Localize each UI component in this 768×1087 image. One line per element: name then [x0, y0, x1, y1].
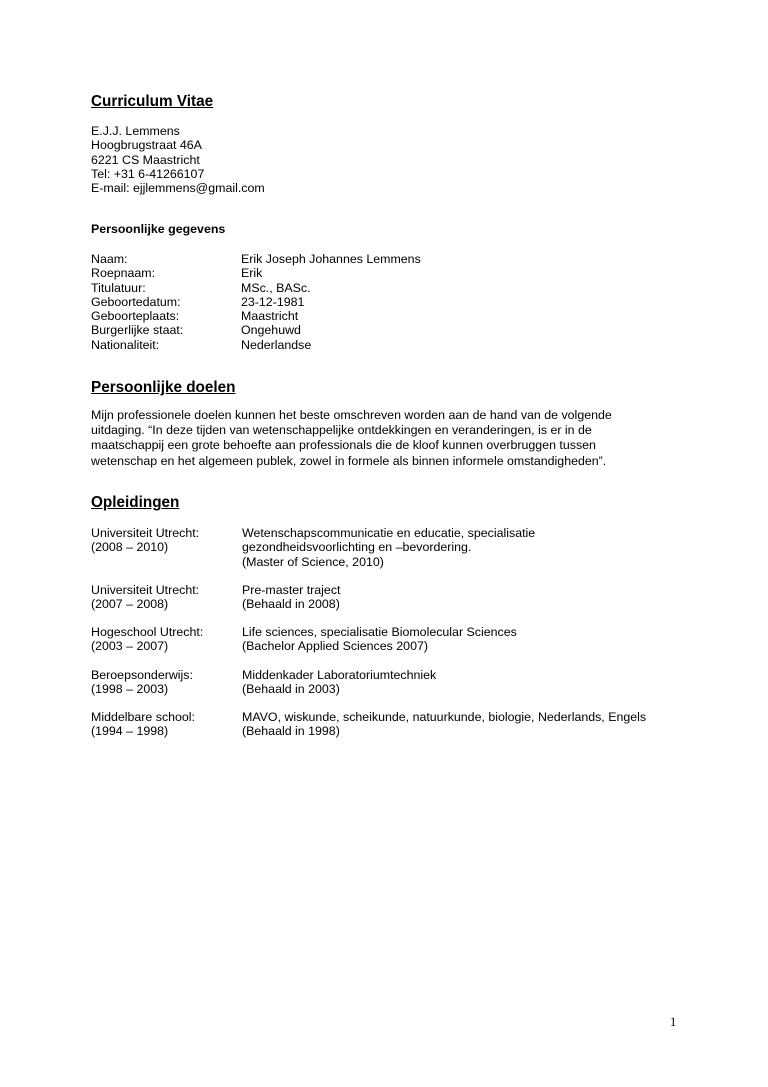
detail-row [91, 323, 421, 337]
detail-label: Geboortedatum: [91, 294, 181, 309]
education-period: (2007 – 2008) [91, 597, 169, 612]
education-detail: Wetenschapscommunicatie en educatie, specialisatie [242, 526, 536, 540]
education-heading: Opleidingen [91, 494, 180, 511]
education-entry [91, 625, 517, 654]
goals-line: wetenschap en het algemeen publek, zowel in formele als binnen informele omstandigheden”. [91, 453, 607, 468]
detail-label: Burgerlijke staat: [91, 323, 184, 338]
education-entry [91, 526, 535, 569]
detail-row [91, 281, 421, 295]
detail-value: Erik Joseph Johannes Lemmens [241, 252, 421, 266]
education-detail: (Behaald in 2003) [242, 682, 340, 697]
education-detail: Pre-master traject [242, 583, 341, 597]
education-period: (2008 – 2010) [91, 540, 169, 555]
personal-details [91, 252, 421, 352]
contact-phone: Tel: +31 6-41266107 [91, 166, 205, 181]
education-institution: Universiteit Utrecht: [91, 583, 200, 597]
detail-label: Roepnaam: [91, 266, 156, 281]
education-detail: gezondheidsvoorlichting en –bevordering. [242, 540, 472, 555]
education-entry [91, 668, 436, 697]
contact-email: E-mail: ejjlemmens@gmail.com [91, 181, 265, 196]
education-detail: (Bachelor Applied Sciences 2007) [242, 639, 428, 654]
education-period: (1994 – 1998) [91, 724, 169, 739]
education-institution: Hogeschool Utrecht: [91, 625, 204, 639]
detail-value: Nederlandse [241, 337, 312, 352]
detail-label: Geboorteplaats: [91, 309, 180, 324]
detail-value: Erik [241, 266, 263, 281]
page-number: 1 [670, 1015, 677, 1029]
detail-label: Nationaliteit: [91, 337, 160, 352]
detail-row [91, 252, 421, 266]
education-entry [91, 710, 646, 739]
detail-label: Titulatuur: [91, 280, 146, 295]
detail-row [91, 266, 421, 280]
detail-value: 23-12-1981 [241, 294, 305, 309]
education-detail: (Master of Science, 2010) [242, 554, 384, 569]
document-title: Curriculum Vitae [91, 93, 214, 110]
education-detail: Middenkader Laboratoriumtechniek [242, 668, 437, 682]
goals-line: uitdaging. “In deze tijden van wetenschappelijke ontdekkingen en veranderingen, is er in de [91, 423, 592, 438]
personal-heading: Persoonlijke gegevens [91, 222, 226, 236]
contact-block [91, 124, 265, 195]
education-institution: Universiteit Utrecht: [91, 526, 200, 540]
goals-line: Mijn professionele doelen kunnen het beste omschreven worden aan de hand van de volgende [91, 408, 612, 422]
detail-value: Ongehuwd [241, 323, 301, 338]
detail-row [91, 338, 421, 352]
education-entry [91, 583, 340, 612]
education-period: (2003 – 2007) [91, 639, 169, 654]
contact-street: Hoogbrugstraat 46A [91, 138, 202, 153]
education-institution: Middelbare school: [91, 710, 196, 724]
goals-line: maatschappij een grote behoefte aan professionals die de kloof kunnen overbruggen tussen [91, 438, 596, 453]
education-detail: Life sciences, specialisatie Biomolecular Sciences [242, 625, 517, 639]
detail-value: MSc., BASc. [241, 280, 311, 295]
education-institution: Beroepsonderwijs: [91, 668, 193, 682]
detail-row [91, 309, 421, 323]
detail-value: Maastricht [241, 309, 299, 324]
detail-label: Naam: [91, 252, 128, 266]
contact-name: E.J.J. Lemmens [91, 124, 180, 138]
detail-row [91, 295, 421, 309]
education-detail: (Behaald in 2008) [242, 597, 340, 612]
contact-city: 6221 CS Maastricht [91, 152, 200, 167]
education-period: (1998 – 2003) [91, 682, 169, 697]
education-detail: MAVO, wiskunde, scheikunde, natuurkunde, biologie, Nederlands, Engels [242, 710, 647, 724]
goals-paragraph [91, 408, 681, 469]
goals-heading: Persoonlijke doelen [91, 379, 236, 396]
education-detail: (Behaald in 1998) [242, 724, 340, 739]
